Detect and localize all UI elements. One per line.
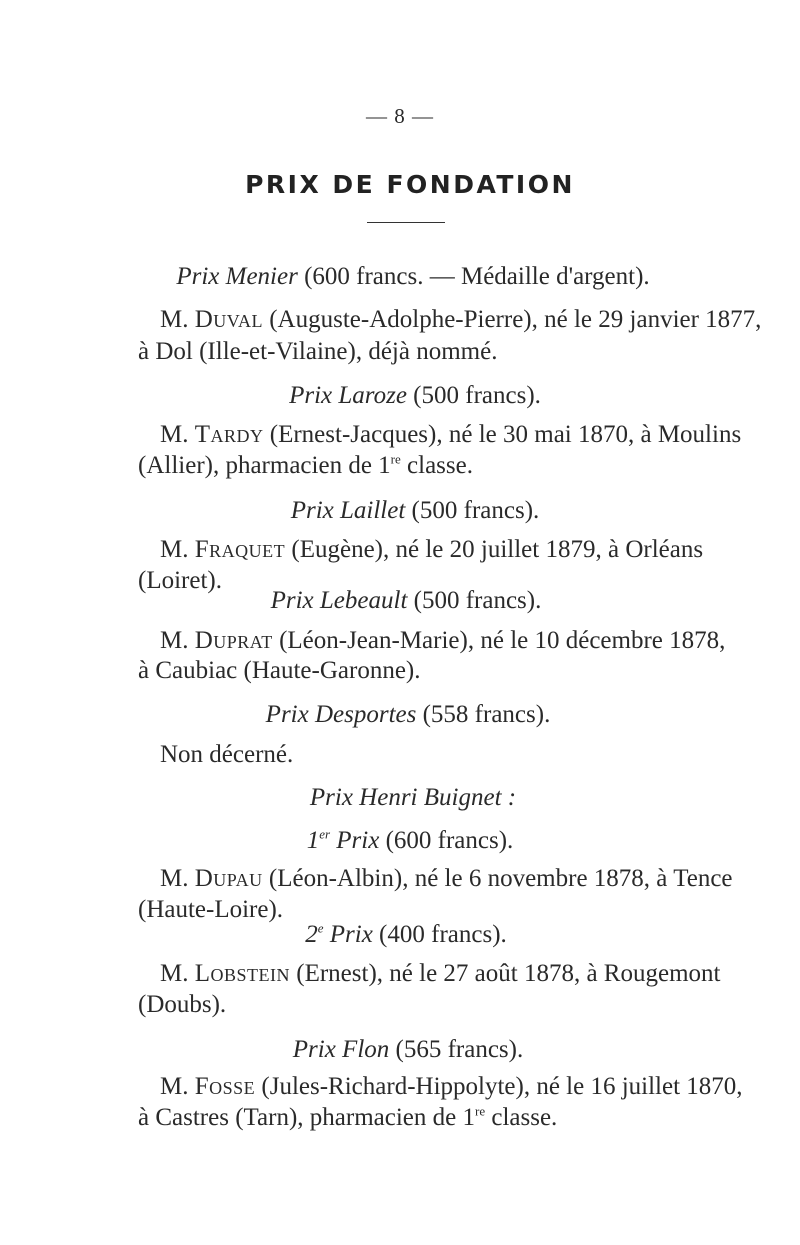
- prize-heading-buignet: [0, 783, 800, 813]
- line-text: (Allier), pharmacien de 1: [138, 452, 391, 479]
- prize-name: Prix Desportes: [265, 701, 417, 728]
- prize-detail: (600 francs. — Médaille d'argent).: [304, 263, 650, 290]
- section-title: PRIX DE FONDATION: [245, 170, 575, 199]
- prize-heading-lebeault: [0, 586, 800, 616]
- winner-name: Duval: [194, 306, 263, 333]
- prize-detail: (558 francs).: [422, 701, 551, 728]
- prize-detail: (500 francs).: [413, 587, 542, 614]
- prize-heading-menier: [0, 262, 800, 292]
- prize-name: Prix Laroze: [289, 382, 407, 409]
- winner-name: Lobstein: [194, 960, 291, 987]
- line-text: à Castres (Tarn), pharmacien de 1: [138, 1104, 475, 1131]
- winner-line-continued: [138, 451, 684, 481]
- winner-details: (Eugène), né le 20 juillet 1879, à Orléans: [291, 536, 704, 563]
- winner-name: Fosse: [194, 1073, 256, 1100]
- winner-line-fosse: [160, 1072, 743, 1102]
- superscript: er: [319, 826, 331, 842]
- winner-line-dupau: [160, 864, 733, 894]
- winner-name: Fraquet: [194, 536, 286, 563]
- winner-line-continued: (Loiret).: [138, 567, 222, 594]
- prize-detail: (565 francs).: [395, 1036, 524, 1063]
- winner-details: (Ernest-Jacques), né le 30 mai 1870, à Moulins: [269, 421, 742, 448]
- winner-line-duprat: [160, 626, 726, 656]
- superscript: re: [475, 1103, 486, 1119]
- prize-name: Prix Flon: [292, 1036, 390, 1063]
- winner-details: (Auguste-Adolphe-Pierre), né le 29 janvier 1877,: [269, 306, 762, 333]
- prize-detail: (500 francs).: [411, 497, 540, 524]
- name-prefix: M.: [160, 865, 189, 892]
- title-rule: [367, 222, 445, 223]
- prize-number: 1: [306, 827, 320, 854]
- prize-heading-laroze: [0, 381, 800, 411]
- prize-detail: (500 francs).: [413, 382, 541, 409]
- winner-line-lobstein: [160, 959, 721, 989]
- winner-line-continued: à Dol (Ille-et-Vilaine), déjà nommé.: [138, 338, 498, 365]
- prize-name: Prix: [329, 921, 373, 948]
- prize-heading-desportes: [0, 700, 800, 730]
- winner-name: Tardy: [194, 421, 264, 448]
- winner-line-fraquet: [160, 535, 704, 565]
- winner-line-tardy: [160, 420, 742, 450]
- page-number: — 8 —: [366, 104, 434, 128]
- line-text: classe.: [400, 452, 473, 479]
- name-prefix: M.: [160, 421, 189, 448]
- name-prefix: M.: [160, 960, 189, 987]
- winner-details: (Léon-Jean-Marie), né le 10 décembre 1878,: [279, 627, 726, 654]
- superscript: re: [390, 451, 401, 467]
- winner-name: Dupau: [194, 865, 263, 892]
- winner-line-continued: à Caubiac (Haute-Garonne).: [138, 657, 421, 684]
- prize-number: 2: [305, 921, 318, 948]
- name-prefix: M.: [160, 536, 189, 563]
- superscript: e: [317, 920, 324, 936]
- prize-name: Prix Laillet: [290, 497, 406, 524]
- name-prefix: M.: [160, 627, 189, 654]
- prize-detail: (600 francs).: [385, 827, 514, 854]
- prize-heading-first: [0, 826, 800, 856]
- winner-line-continued: [138, 1103, 684, 1133]
- winner-name: Duprat: [194, 627, 273, 654]
- prize-detail: (400 francs).: [379, 921, 507, 948]
- prize-heading-second: [0, 920, 800, 950]
- winner-details: (Jules-Richard-Hippolyte), né le 16 juillet 1870,: [261, 1073, 743, 1100]
- prize-heading-flon: [0, 1035, 800, 1065]
- not-awarded-line: Non décerné.: [160, 741, 294, 768]
- prize-name: Prix: [336, 827, 380, 854]
- winner-details: (Léon-Albin), né le 6 novembre 1878, à Tence: [268, 865, 733, 892]
- winner-line-continued: (Haute-Loire).: [138, 896, 284, 923]
- name-prefix: M.: [160, 306, 189, 333]
- winner-details: (Ernest), né le 27 août 1878, à Rougemont: [296, 960, 721, 987]
- prize-name: Prix Menier: [176, 263, 298, 290]
- name-prefix: M.: [160, 1073, 189, 1100]
- winner-line-duval: [160, 305, 762, 335]
- prize-heading-laillet: [0, 496, 800, 526]
- prize-name: Prix Henri Buignet :: [309, 784, 517, 811]
- prize-name: Prix Lebeault: [270, 587, 408, 614]
- winner-line-continued: (Doubs).: [138, 991, 227, 1018]
- line-text: classe.: [485, 1104, 558, 1131]
